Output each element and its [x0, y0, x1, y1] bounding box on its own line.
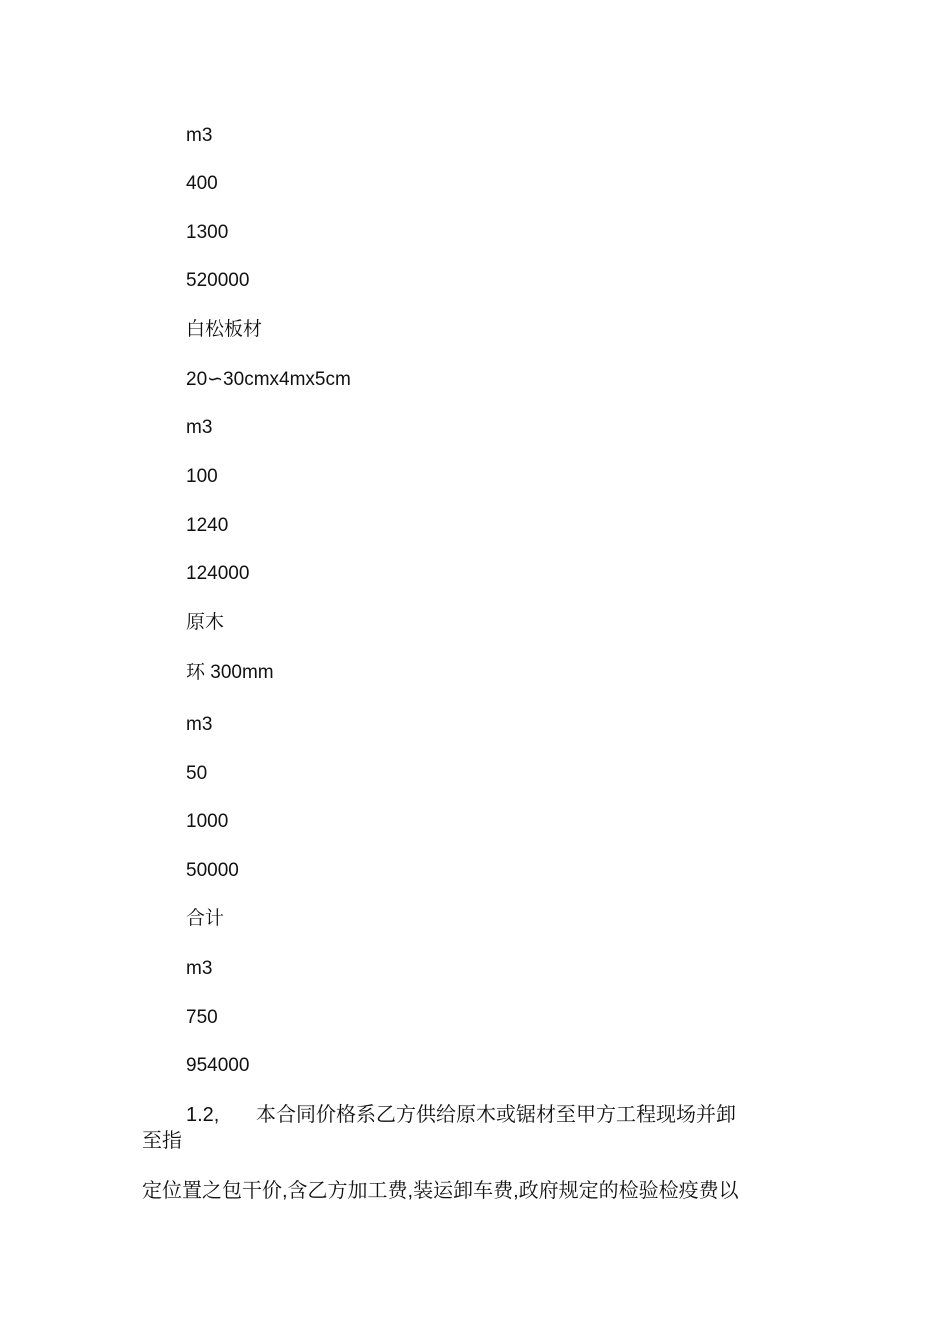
contract-clause-continuation: 定位置之包干价,含乙方加工费,装运卸车费,政府规定的检验检疫费以 — [142, 1180, 739, 1202]
table-cell-amount: 520000 — [186, 270, 250, 291]
table-cell-specification: 20∽30cmx4mx5cm — [186, 369, 351, 390]
table-cell-material-name: 白松板材 — [186, 319, 263, 340]
table-cell-amount: 124000 — [186, 563, 250, 584]
table-cell-amount: 954000 — [186, 1055, 250, 1076]
table-cell-material-name: 原木 — [186, 612, 225, 633]
table-cell-amount: 50000 — [186, 860, 239, 881]
table-cell-unit: m3 — [186, 714, 213, 735]
clause-number: 1.2, — [186, 1104, 220, 1126]
table-cell-specification: 环 300mm — [186, 662, 274, 683]
table-cell-unit: m3 — [186, 958, 213, 979]
table-cell-unit-price: 1240 — [186, 515, 229, 536]
table-cell-quantity: 400 — [186, 173, 218, 194]
clause-line-1-wrap: 至指 — [142, 1130, 182, 1152]
table-cell-quantity: 50 — [186, 763, 208, 784]
table-cell-total-label: 合计 — [186, 908, 225, 929]
clause-line-1 — [142, 1102, 822, 1128]
table-cell-unit-price: 1300 — [186, 222, 229, 243]
table-cell-quantity: 750 — [186, 1007, 218, 1028]
table-cell-unit-price: 1000 — [186, 811, 229, 832]
contract-clause-paragraph — [142, 1102, 822, 1154]
table-cell-quantity: 100 — [186, 466, 218, 487]
clause-text-1: 本合同价格系乙方供给原木或锯材至甲方工程现场并卸 — [256, 1104, 736, 1126]
table-cell-unit: m3 — [186, 417, 213, 438]
table-cell-unit: m3 — [186, 125, 213, 146]
